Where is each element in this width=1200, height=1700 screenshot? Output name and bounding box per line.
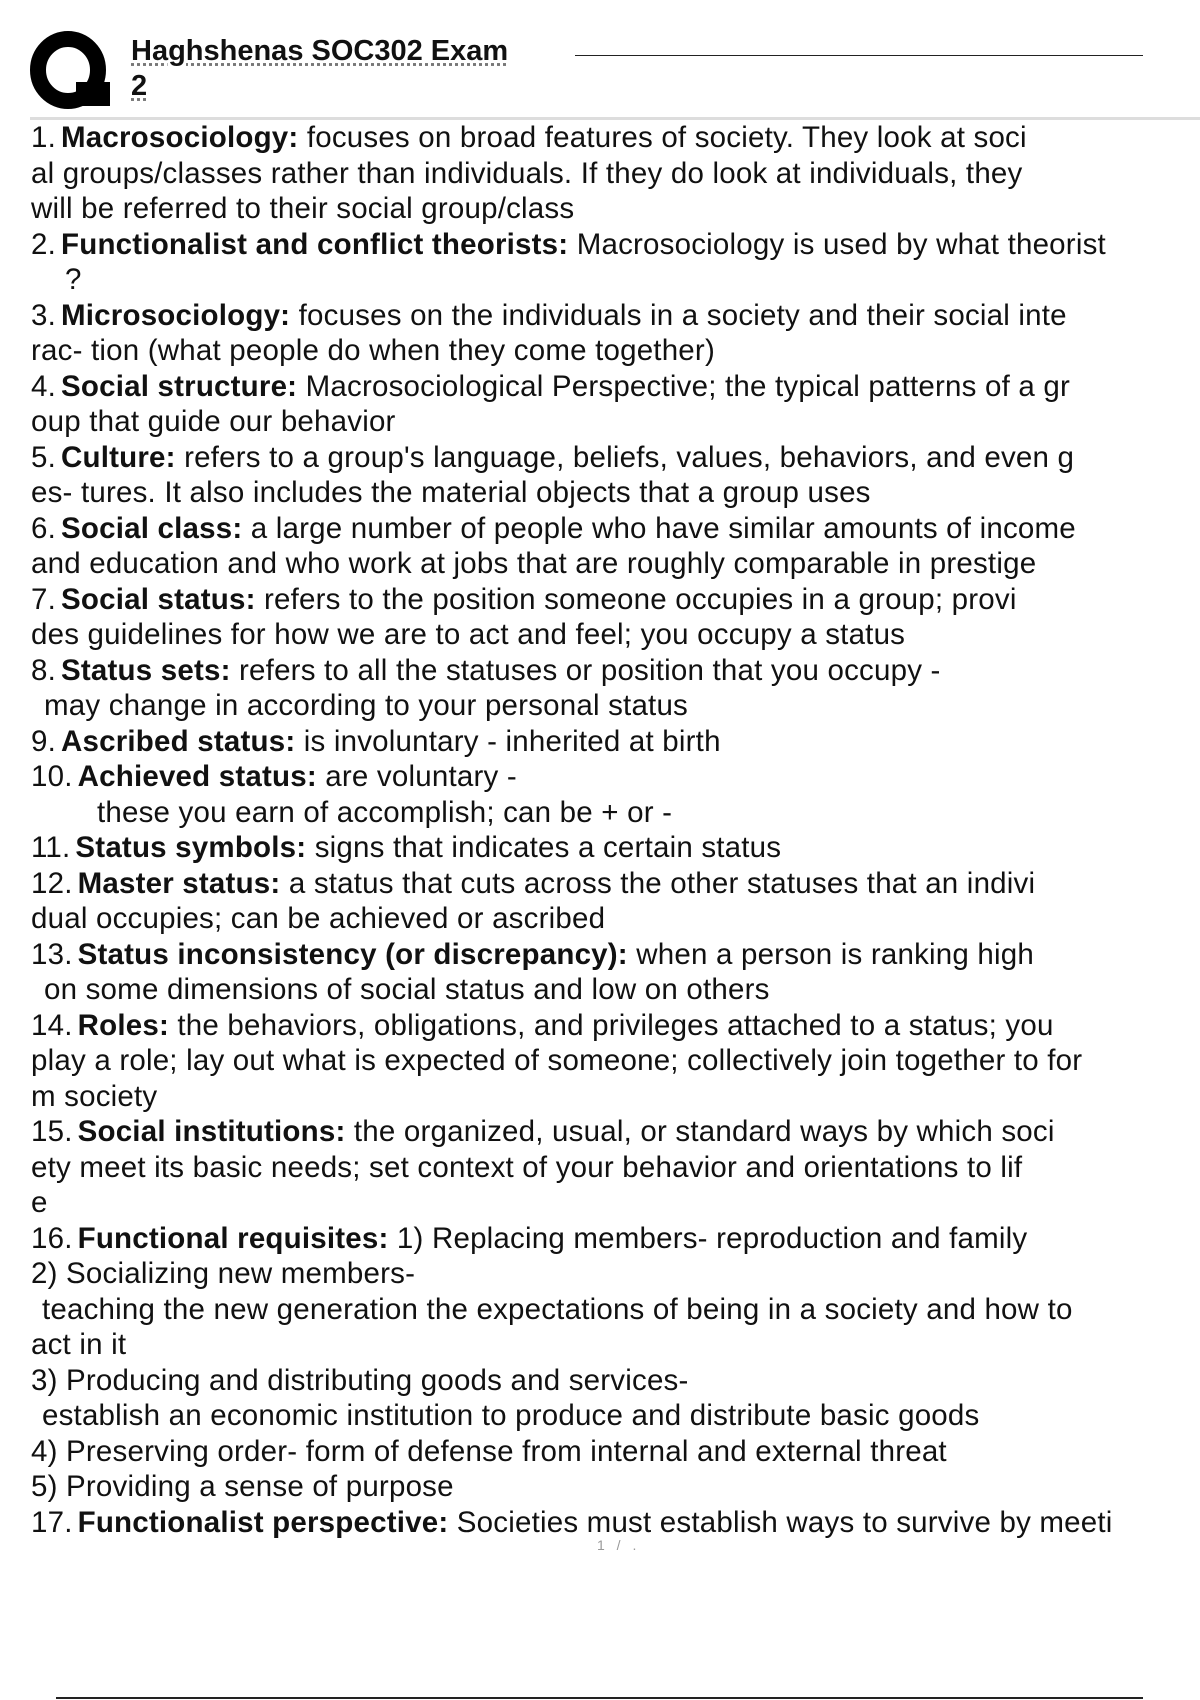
entry <box>31 724 1200 760</box>
entry-text: Macrosociology is used by what theorist <box>568 227 1106 261</box>
entry-term: Status symbols: <box>75 831 307 864</box>
entry-continuation: 2) Socializing new members- <box>31 1257 416 1290</box>
entry-number: 3. <box>31 298 57 332</box>
title-rule <box>575 55 1143 56</box>
entry-term: Social class: <box>61 511 243 545</box>
entry-number: 14. <box>31 1008 73 1042</box>
entry-number: 11. <box>31 831 71 864</box>
entry-continuation: 5) Providing a sense of purpose <box>31 1470 454 1503</box>
entry-continuation: e <box>31 1186 48 1219</box>
entry-term: Functional requisites: <box>77 1221 389 1255</box>
entry-number: 15. <box>31 1115 73 1148</box>
entry-number: 16. <box>31 1221 73 1255</box>
entry-continuation: these you earn of accomplish; can be + or - <box>97 795 673 829</box>
bottom-rule <box>56 1697 1143 1699</box>
entry-term: Culture: <box>61 440 176 474</box>
entry-term: Microsociology: <box>61 298 291 332</box>
entry-term: Status inconsistency (or discrepancy): <box>77 937 628 971</box>
entry-number: 10. <box>31 760 73 793</box>
entry-text: is involuntary - inherited at birth <box>295 724 721 758</box>
page-number: 1 / . <box>597 1537 641 1553</box>
entry-continuation: establish an economic institution to produce and distribute basic goods <box>42 1399 980 1432</box>
entry-continuation: dual occupies; can be achieved or ascribed <box>31 902 606 935</box>
entry-text: 1) Replacing members- reproduction and family <box>388 1221 1028 1255</box>
entry <box>31 369 1200 440</box>
entry-term: Social institutions: <box>77 1115 346 1148</box>
entry-term: Master status: <box>77 866 281 900</box>
flashcard-list <box>31 120 1200 1540</box>
entry-continuation: on some dimensions of social status and low on others <box>44 973 770 1006</box>
entry-continuation: 4) Preserving order- form of defense from internal and external threat <box>31 1434 947 1468</box>
entry-text: the behaviors, obligations, and privileges attached to a status; you <box>168 1008 1054 1042</box>
entry-continuation: may change in according to your personal status <box>44 689 689 722</box>
entry-text: refers to the position someone occupies in a group; provi <box>255 582 1017 616</box>
entry-text: refers to all the statuses or position that you occupy - <box>230 653 941 687</box>
entry <box>31 759 1200 830</box>
entry-term: Functionalist perspective: <box>77 1505 449 1539</box>
entry-number: 13. <box>31 937 73 971</box>
entry <box>31 1505 1200 1541</box>
entry <box>31 1008 1200 1115</box>
entry-continuation: act in it <box>31 1328 127 1361</box>
entry <box>31 511 1200 582</box>
entry <box>31 1114 1200 1221</box>
entry-text: Societies must establish ways to survive by meeti <box>448 1505 1113 1539</box>
entry <box>31 298 1200 369</box>
entry-text: Macrosociological Perspective; the typical patterns of a gr <box>297 369 1071 403</box>
entry-text: focuses on broad features of society. They look at soci <box>298 121 1027 154</box>
entry-term: Macrosociology: <box>61 121 299 154</box>
entry-continuation: m society <box>31 1079 158 1113</box>
entry-number: 1. <box>31 121 57 154</box>
entry-continuation: 3) Producing and distributing goods and services- <box>31 1363 689 1397</box>
entry-term: Social structure: <box>61 369 298 403</box>
title-line-1: Haghshenas SOC302 Exam <box>131 35 509 67</box>
entry-number: 7. <box>31 582 57 616</box>
entry <box>31 440 1200 511</box>
entry-number: 12. <box>31 866 73 900</box>
entry <box>31 653 1200 724</box>
entry-text: a large number of people who have similar amounts of income <box>242 511 1076 545</box>
entry-text: signs that indicates a certain status <box>306 831 782 864</box>
entry-number: 2. <box>31 227 57 261</box>
entry-text: the organized, usual, or standard ways by which soci <box>345 1115 1055 1148</box>
entry-text: when a person is ranking high <box>627 937 1034 971</box>
entry-continuation: and education and who work at jobs that are roughly comparable in prestige <box>31 547 1037 580</box>
entry-continuation: teaching the new generation the expectations of being in a society and how to <box>42 1292 1073 1326</box>
entry <box>31 582 1200 653</box>
entry-continuation: es- tures. It also includes the material objects that a group uses <box>31 476 871 509</box>
entry-text: a status that cuts across the other statuses that an indivi <box>280 866 1036 900</box>
entry-continuation: ? <box>65 263 82 296</box>
entry-continuation: play a role; lay out what is expected of someone; collectively join together to for <box>31 1044 1083 1077</box>
document-title <box>131 34 508 104</box>
entry-continuation: ety meet its basic needs; set context of your behavior and orientations to lif <box>31 1150 1023 1184</box>
entry <box>31 866 1200 937</box>
entry-text: focuses on the individuals in a society and their social inte <box>290 298 1067 332</box>
entry-number: 5. <box>31 440 57 474</box>
entry-term: Roles: <box>77 1008 169 1042</box>
entry-number: 6. <box>31 511 57 545</box>
entry <box>31 937 1200 1008</box>
entry-term: Status sets: <box>61 653 231 687</box>
entry-continuation: rac- tion (what people do when they come together) <box>31 334 715 367</box>
entry <box>31 120 1200 227</box>
entry-text: are voluntary - <box>316 760 517 793</box>
entry-continuation: des guidelines for how we are to act and feel; you occupy a status <box>31 618 906 651</box>
entry <box>31 227 1200 298</box>
entry-number: 8. <box>31 653 57 687</box>
entry-number: 4. <box>31 369 57 403</box>
entry-number: 17. <box>31 1505 73 1539</box>
entry <box>31 1221 1200 1505</box>
entry-number: 9. <box>31 724 57 758</box>
entry-term: Ascribed status: <box>61 724 296 758</box>
entry-term: Functionalist and conflict theorists: <box>61 227 569 261</box>
entry <box>31 830 1200 866</box>
entry-continuation: al groups/classes rather than individuals. If they do look at individuals, they <box>31 156 1023 190</box>
quizlet-q-logo-icon <box>30 30 110 112</box>
entry-continuation: oup that guide our behavior <box>31 405 396 438</box>
entry-term: Achieved status: <box>77 760 317 793</box>
entry-term: Social status: <box>61 582 256 616</box>
entry-continuation: will be referred to their social group/class <box>31 192 575 225</box>
title-line-2: 2 <box>131 70 148 102</box>
entry-text: refers to a group's language, beliefs, values, behaviors, and even g <box>175 440 1075 474</box>
